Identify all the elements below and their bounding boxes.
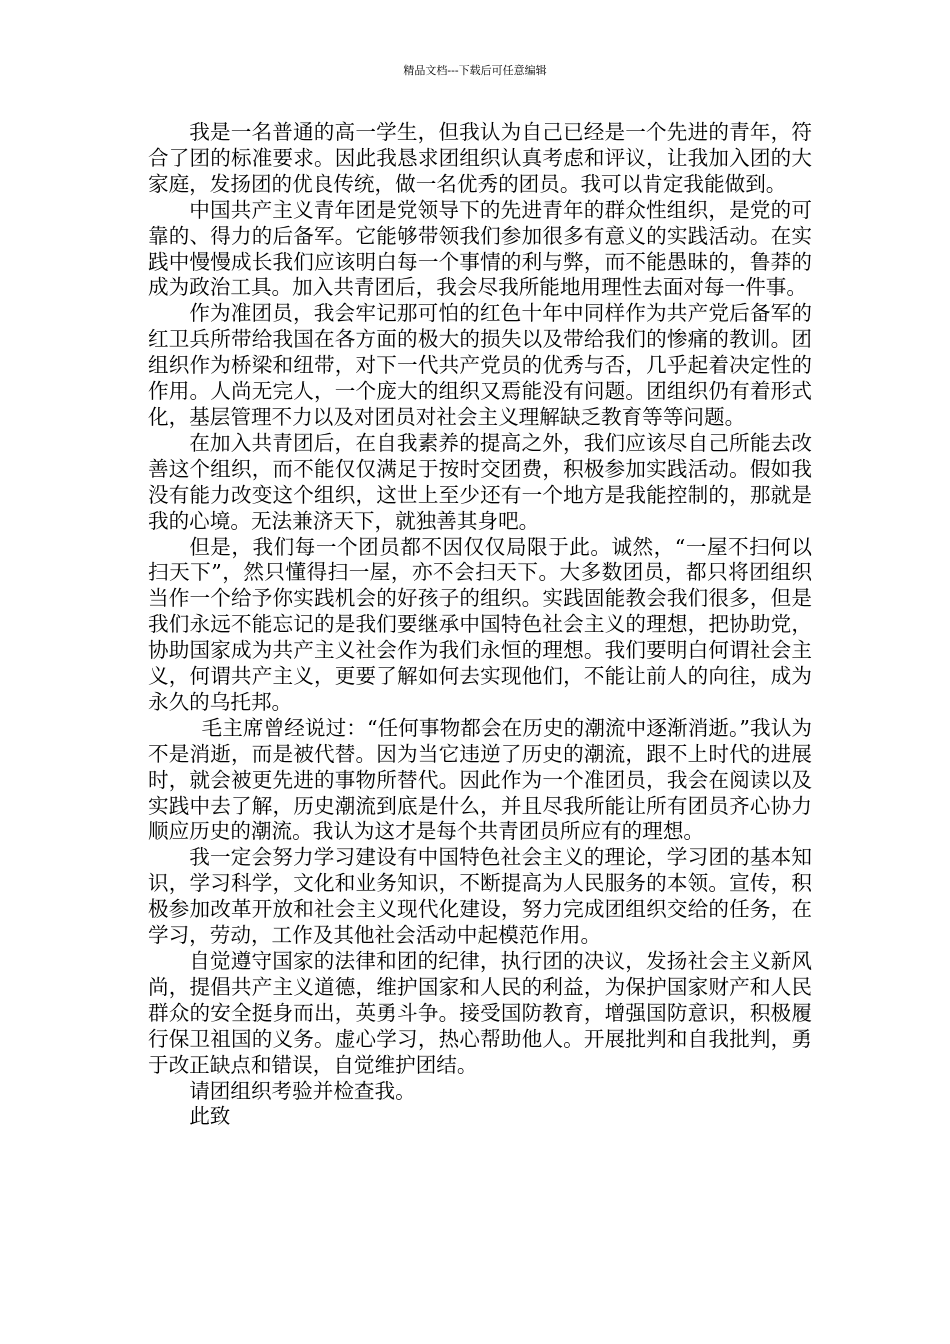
paragraph-discipline: 自觉遵守国家的法律和团的纪律，执行团的决议，发扬社会主义新风尚，提倡共产主义道德，维护国家和人民的利益，为保护国家财产和人民群众的安全挺身而出，英勇斗争。接受国防教育，增强国防意识，积极履行保卫祖国的义务。虚心学习，热心帮助他人。开展批判和自我批判，勇于改正缺点和错误，自觉维护团结。: [148, 949, 812, 1077]
paragraph-intro: 我是一名普通的高一学生，但我认为自己已经是一个先进的青年，符合了团的标准要求。因此我恳求团组织认真考虑和评议，让我加入团的大家庭，发扬团的优良传统，做一名优秀的团员。我可以肯定我能做到。: [148, 120, 812, 196]
paragraph-study: 我一定会努力学习建设有中国特色社会主义的理论，学习团的基本知识，学习科学，文化和业务知识，不断提高为人民服务的本领。宣传，积极参加改革开放和社会主义现代化建设，努力完成团组织交给的任务，在学习，劳动，工作及其他社会活动中起模范作用。: [148, 845, 812, 948]
paragraph-closing: 此致: [189, 1104, 231, 1129]
document-body: [148, 120, 812, 1130]
paragraph-ideals: 但是，我们每一个团员都不因仅仅局限于此。诚然，“一屋不扫何以扫天下”，然只懂得扫一屋，亦不会扫天下。大多数团员，都只将团组织当作一个给予你实践机会的好孩子的组织。实践固能教会我们很多，但是我们永远不能忘记的是我们要继承中国特色社会主义的理想，把协助党，协助国家成为共产主义社会作为我们永恒的理想。我们要明白何谓社会主义，何谓共产主义，更要了解如何去实现他们，不能让前人的向往，成为永久的乌托邦。: [148, 534, 812, 714]
paragraph-request: 请团组织考验并检查我。: [189, 1078, 416, 1103]
page-header: 精品文档---下载后可任意编辑: [403, 64, 547, 77]
paragraph-history: 毛主席曾经说过：“任何事物都会在历史的潮流中逐渐消逝。”我认为不是消逝，而是被代替。因为当它违逆了历史的潮流，跟不上时代的进展时，就会被更先进的事物所替代。因此作为一个准团员，我会在阅读以及实践中去了解，历史潮流到底是什么，并且尽我所能让所有团员齐心协力顺应历史的潮流。我认为这才是每个共青团员所应有的理想。: [148, 715, 812, 844]
paragraph-league-description: 中国共产主义青年团是党领导下的先进青年的群众性组织，是党的可靠的、得力的后备军。它能够带领我们参加很多有意义的实践活动。在实践中慢慢成长我们应该明白每一个事情的利与弊，而不能愚昧的，鲁莽的成为政治工具。加入共青团后，我会尽我所能地用理性去面对每一件事。: [148, 197, 812, 300]
paragraph-improvement: 在加入共青团后，在自我素养的提高之外，我们应该尽自己所能去改善这个组织，而不能仅仅满足于按时交团费，积极参加实践活动。假如我没有能力改变这个组织，这世上至少还有一个地方是我能控制的，那就是我的心境。无法兼济天下，就独善其身吧。: [148, 430, 812, 533]
paragraph-lessons: 作为准团员，我会牢记那可怕的红色十年中同样作为共产党后备军的红卫兵所带给我国在各方面的极大的损失以及带给我们的惨痛的教训。团组织作为桥梁和纽带，对下一代共产党员的优秀与否，几乎起着决定性的作用。人尚无完人，一个庞大的组织又焉能没有问题。团组织仍有着形式化，基层管理不力以及对团员对社会主义理解缺乏教育等等问题。: [148, 301, 812, 429]
